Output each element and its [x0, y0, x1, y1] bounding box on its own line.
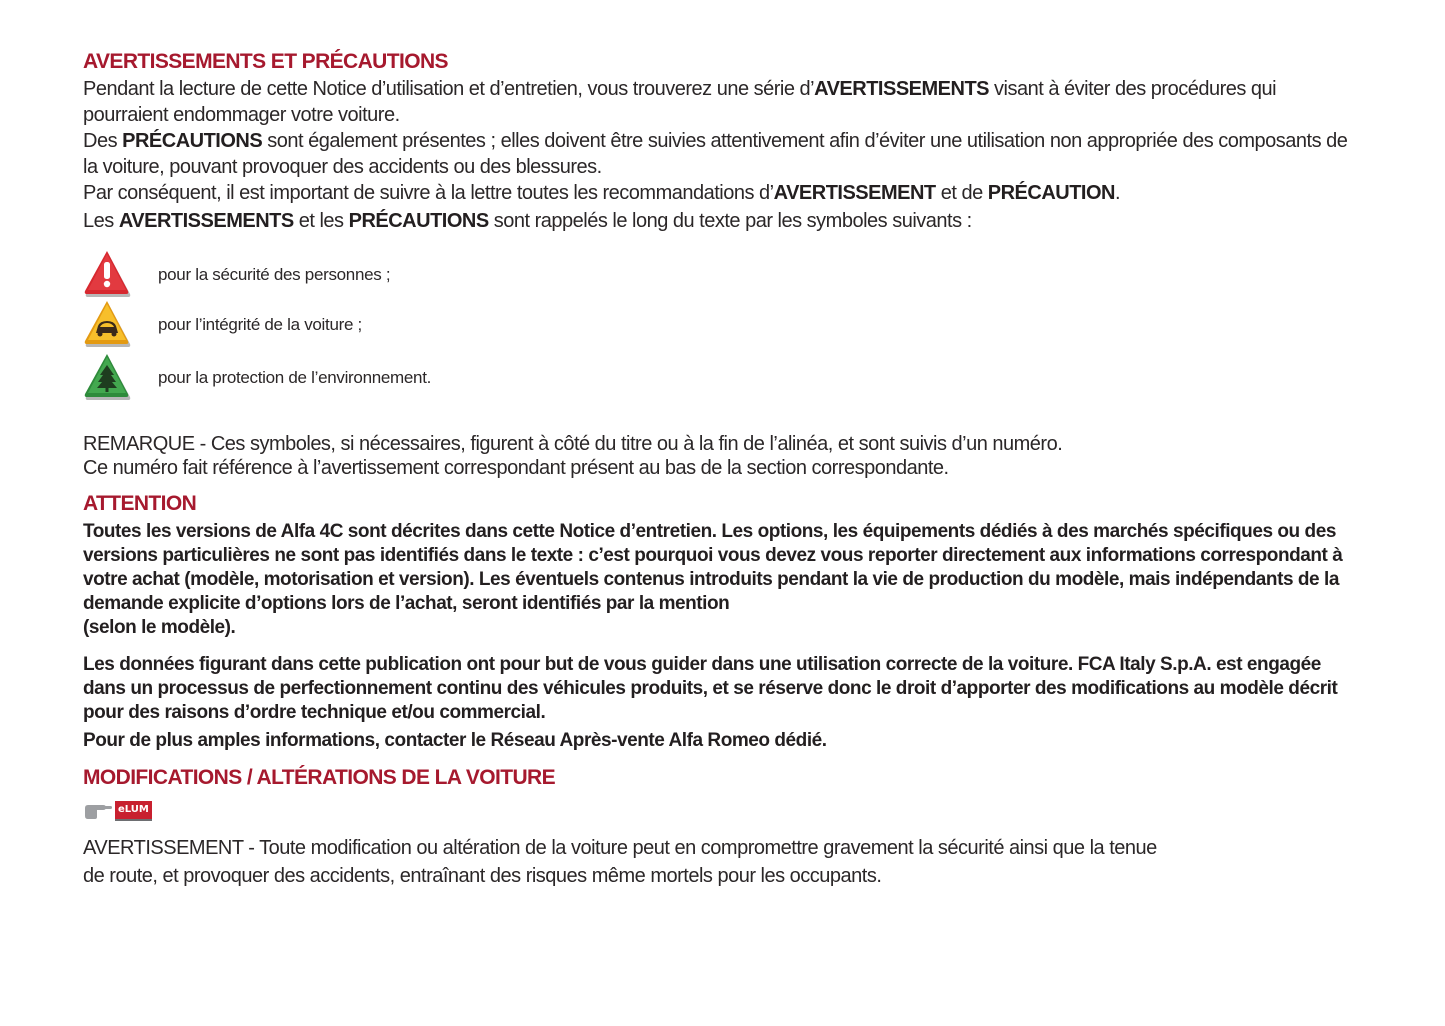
- remark-line-2: Ce numéro fait référence à l’avertissement correspondant présent au bas de la section correspondante.: [83, 457, 949, 479]
- intro-paragraph: Pendant la lecture de cette Notice d’utilisation et d’entretien, vous trouverez une série d’AVERTISSEMENTS visant à éviter des procédures qui pourraient endommager votre voiture.: [83, 78, 1277, 126]
- symbol-label: pour la sécurité des personnes ;: [158, 265, 391, 284]
- vehicle-integrity-warning-icon: [83, 300, 133, 350]
- section-title-warnings: AVERTISSEMENTS ET PRÉCAUTIONS: [83, 50, 448, 73]
- page-content: [83, 48, 1353, 890]
- environment-protection-icon: [83, 353, 133, 403]
- modifications-line-1: AVERTISSEMENT - Toute modification ou altération de la voiture peut en compromettre gravement la sécurité ainsi que la tenue: [83, 837, 1157, 859]
- attention-paragraph-1: Toutes les versions de Alfa 4C sont décrites dans cette Notice d’entretien. Les options, les équipements dédiés à des marchés spécifiques ou des versions particulières ne sont pas identifiés dans le texte : c’est pourquoi vous devez vous reporter directement aux informations correspondant à votre achat (modèle, motorisation et version). Les éventuels contenus introduits pendant la vie de production du modèle, mais indépendants de la demande explicite d’options lors de l’achat, seront identifiés par la mention (selon le modèle).: [83, 521, 1343, 638]
- remark-line-1: REMARQUE - Ces symboles, si nécessaires, figurent à côté du titre ou à la fin de l’alinéa, et sont suivis d’un numéro.: [83, 433, 1063, 455]
- elum-marker: [83, 796, 1353, 826]
- section-title-modifications: MODIFICATIONS / ALTÉRATIONS DE LA VOITURE: [83, 766, 555, 789]
- attention-paragraph-3: Pour de plus amples informations, contacter le Réseau Après-vente Alfa Romeo dédié.: [83, 730, 827, 751]
- symbol-row-vehicle-integrity: [83, 300, 1353, 350]
- remark-block: [83, 432, 1353, 480]
- symbol-label: pour la protection de l’environnement.: [158, 368, 432, 387]
- symbols-list: [83, 250, 1353, 403]
- attention-paragraph-2: Les données figurant dans cette publication ont pour but de vous guider dans une utilisation correcte de la voiture. FCA Italy S.p.A. est engagée dans un processus de perfectionnement continu des véhicules produits, et se réserve donc le droit d’apporter des modifications au modèle décrit pour des raisons d’ordre technique et/ou commercial.: [83, 654, 1338, 723]
- pointing-hand-icon: [83, 802, 113, 820]
- modifications-line-2: de route, et provoquer des accidents, entraînant des risques même mortels pour les occupants.: [83, 865, 882, 887]
- person-safety-warning-icon: [83, 250, 133, 300]
- symbol-row-environment: [83, 353, 1353, 403]
- section-title-attention: ATTENTION: [83, 492, 197, 515]
- modifications-warning: [83, 834, 1353, 890]
- recommendations-paragraph: Par conséquent, il est important de suivre à la lettre toutes les recommandations d’AVERTISSEMENT et de PRÉCAUTION.: [83, 182, 1121, 204]
- precautions-paragraph: Des PRÉCAUTIONS sont également présentes ; elles doivent être suivies attentivement afin d’éviter une utilisation non appropriée des composants de la voiture, pouvant provoquer des accidents ou des blessures.: [83, 130, 1348, 178]
- symbol-row-person-safety: [83, 250, 1353, 300]
- symbol-label: pour l’intégrité de la voiture ;: [158, 315, 362, 334]
- symbols-intro-paragraph: Les AVERTISSEMENTS et les PRÉCAUTIONS sont rappelés le long du texte par les symboles suivants :: [83, 210, 972, 232]
- elum-badge: eLUM: [115, 801, 152, 821]
